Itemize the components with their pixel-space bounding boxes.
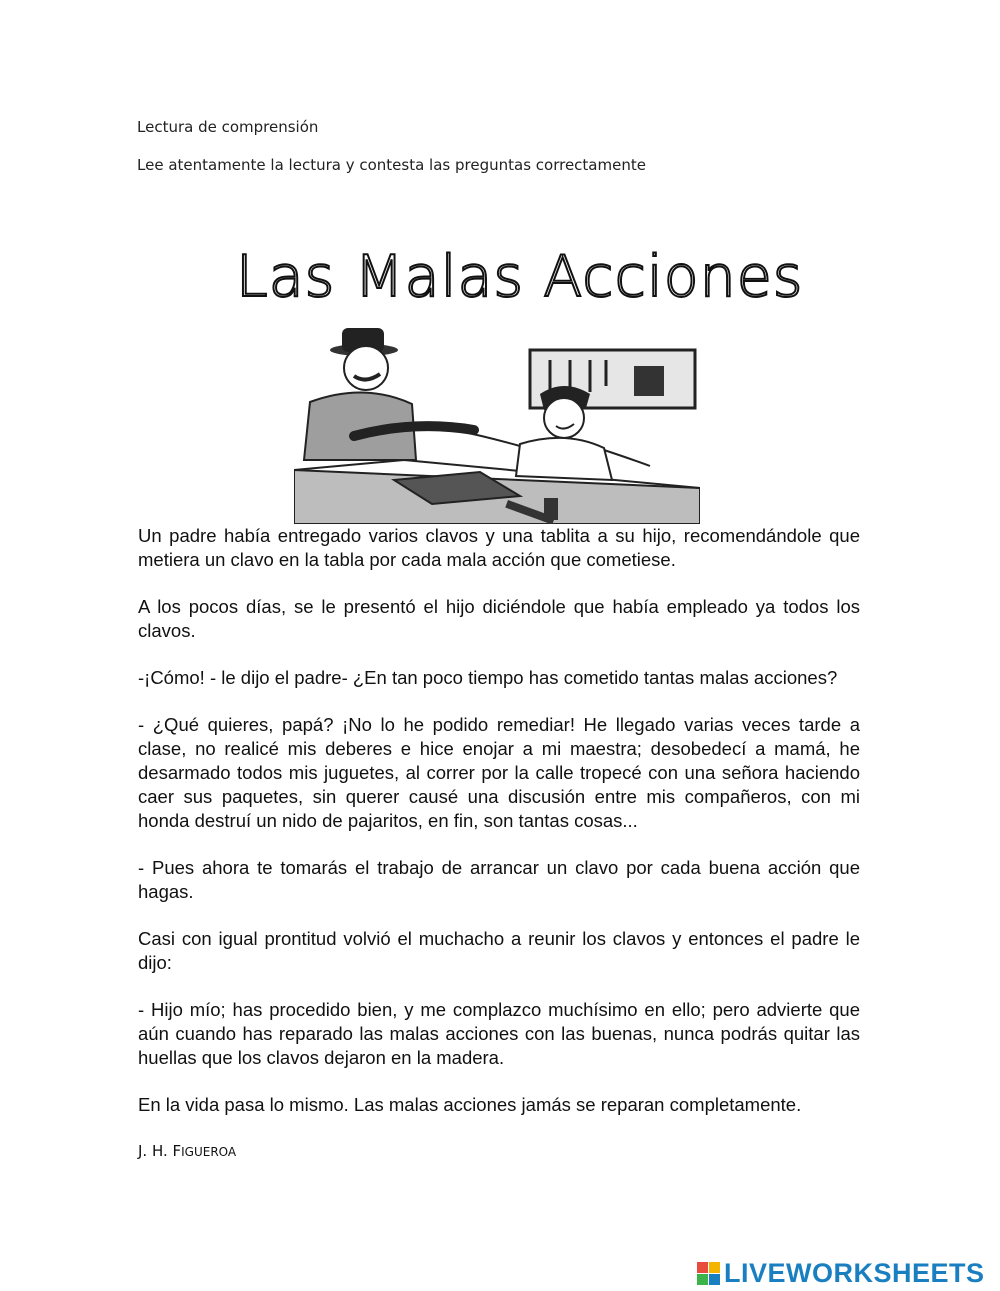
logo-blocks-icon	[697, 1262, 720, 1285]
brand-name: LIVEWORKSHEETS	[724, 1257, 985, 1288]
story-paragraph: A los pocos días, se le presentó el hijo diciéndole que había empleado ya todos los clavos.	[138, 596, 860, 641]
story-paragraph: Casi con igual prontitud volvió el muchacho a reunir los clavos y entonces el padre le dijo:	[138, 928, 860, 973]
story-illustration	[294, 320, 700, 524]
worksheet-heading: Lectura de comprensión	[137, 118, 319, 136]
author-initials: J. H. F	[138, 1142, 182, 1160]
story-paragraph: - ¿Qué quieres, papá? ¡No lo he podido remediar! He llegado varias veces tarde a clase, no realicé mis deberes e hice enojar a mi maestra; desobedecí a mamá, he desarmado todos mis juguetes, al correr por la calle tropecé con una señora haciendo caer sus paquetes, sin querer causé una discusión entre mis compañeros, con mi honda destruí un nido de pajaritos, en fin, son tantas cosas...	[138, 714, 860, 831]
liveworksheets-logo	[697, 1258, 985, 1288]
story-text	[138, 524, 860, 1140]
author-surname-rest: IGUEROA	[181, 1145, 237, 1159]
story-title: Las Malas Acciones	[236, 244, 804, 310]
story-paragraph: - Hijo mío; has procedido bien, y me complazco muchísimo en ello; pero advierte que aún cuando has reparado las malas acciones con las buenas, nunca podrás quitar las huellas que los clavos dejaron en la madera.	[138, 999, 860, 1068]
author-name	[138, 1142, 236, 1160]
story-paragraph: En la vida pasa lo mismo. Las malas acciones jamás se reparan completamente.	[138, 1094, 802, 1115]
story-paragraph: -¡Cómo! - le dijo el padre- ¿En tan poco tiempo has cometido tantas malas acciones?	[138, 667, 838, 688]
story-paragraph: - Pues ahora te tomarás el trabajo de arrancar un clavo por cada buena acción que hagas.	[138, 857, 860, 902]
story-paragraph: Un padre había entregado varios clavos y una tablita a su hijo, recomendándole que metiera un clavo en la tabla por cada mala acción que cometiese.	[138, 525, 860, 570]
worksheet-instructions: Lee atentamente la lectura y contesta las preguntas correctamente	[137, 156, 646, 174]
